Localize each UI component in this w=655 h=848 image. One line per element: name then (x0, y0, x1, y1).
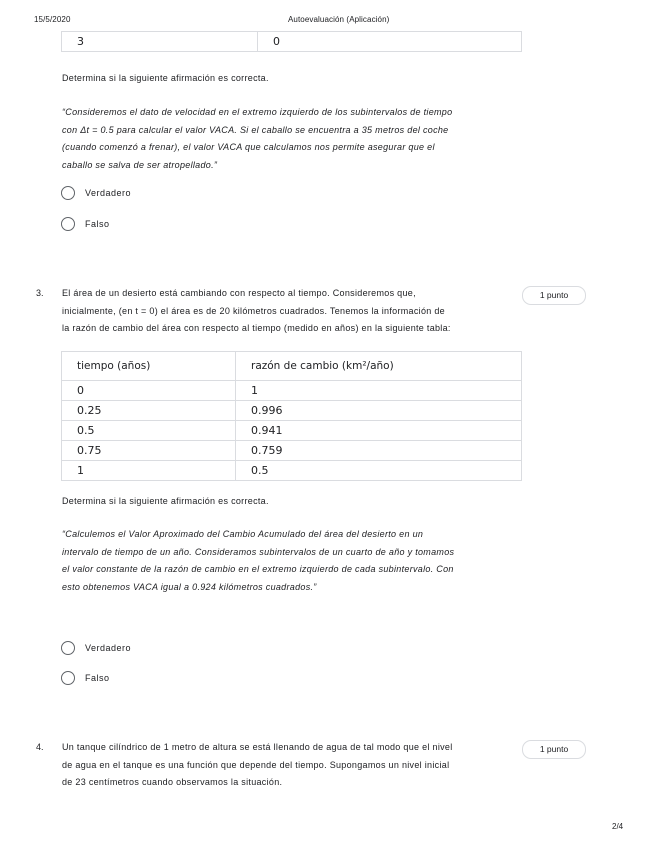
statement-line: “Consideremos el dato de velocidad en el extremo izquierdo de los subintervalos de tiempo (62, 107, 453, 117)
question-line: la razón de cambio del área con respecto al tiempo (medido en años) en la siguiente tabla: (62, 323, 451, 333)
table-cell: 0.996 (236, 401, 522, 421)
q3-statement (62, 526, 532, 596)
q3-instruction: Determina si la siguiente afirmación es correcta. (62, 496, 269, 506)
table-cell: 1 (236, 381, 522, 401)
table-row (62, 461, 522, 481)
question-line: inicialmente, (en t = 0) el área es de 20 kilómetros cuadrados. Tenemos la información de (62, 305, 445, 316)
q2-instruction: Determina si la siguiente afirmación es correcta. (62, 73, 269, 83)
statement-line: intervalo de tiempo de un año. Consideramos subintervalos de un cuarto de año y tomamos (62, 546, 455, 557)
q3-radio-verdadero[interactable] (61, 641, 75, 655)
table-cell: 0.5 (236, 461, 522, 481)
table-row (62, 32, 522, 52)
q2-option-verdadero-label[interactable]: Verdadero (85, 188, 132, 198)
q4-number: 4. (36, 742, 44, 752)
q2-radio-verdadero[interactable] (61, 186, 75, 200)
print-date: 15/5/2020 (34, 15, 71, 24)
q2-radio-falso[interactable] (61, 217, 75, 231)
statement-line: (cuando comenzó a frenar), el valor VACA que calculamos nos permite asegurar que el (62, 142, 435, 152)
table-cell: 0.5 (62, 421, 236, 441)
statement-line: esto obtenemos VACA igual a 0.924 kilómetros cuadrados.” (62, 581, 317, 592)
table-cell: 0.25 (62, 401, 236, 421)
q3-text (62, 285, 522, 338)
table-header-cell: razón de cambio (km²/año) (236, 352, 522, 381)
question-line: Un tanque cilíndrico de 1 metro de altura se está llenando de agua de tal modo que el nivel (62, 742, 453, 752)
table-cell: 0 (258, 32, 522, 52)
table-cell: 0 (62, 381, 236, 401)
q3-number: 3. (36, 288, 44, 298)
statement-line: caballo se salva de ser atropellado.” (62, 159, 218, 170)
q3-radio-falso[interactable] (61, 671, 75, 685)
table-cell: 0.75 (62, 441, 236, 461)
q4-text (62, 739, 522, 792)
q2-statement (62, 104, 532, 174)
q3-option-verdadero-label[interactable]: Verdadero (85, 643, 132, 653)
q3-rate-table (61, 351, 522, 481)
table-row (62, 381, 522, 401)
page-number: 2/4 (612, 822, 624, 831)
table-row (62, 401, 522, 421)
table-cell: 3 (62, 32, 258, 52)
question-line: El área de un desierto está cambiando con respecto al tiempo. Consideremos que, (62, 288, 416, 298)
q3-points-badge: 1 punto (522, 286, 586, 305)
q2-table-tail (61, 31, 522, 52)
document-title: Autoevaluación (Aplicación) (288, 15, 390, 24)
table-row (62, 441, 522, 461)
q4-points-badge: 1 punto (522, 740, 586, 759)
statement-line: el valor constante de la razón de cambio en el extremo izquierdo de cada subintervalo. Con (62, 564, 454, 574)
table-cell: 0.759 (236, 441, 522, 461)
q3-option-falso-label[interactable]: Falso (85, 673, 110, 683)
question-line: de agua en el tanque es una función que depende del tiempo. Supongamos un nivel inicial (62, 759, 450, 770)
statement-line: “Calculemos el Valor Aproximado del Cambio Acumulado del área del desierto en un (62, 529, 424, 539)
table-cell: 0.941 (236, 421, 522, 441)
question-line: de 23 centímetros cuando observamos la situación. (62, 777, 283, 787)
table-row (62, 421, 522, 441)
q2-option-falso-label[interactable]: Falso (85, 219, 110, 229)
table-cell: 1 (62, 461, 236, 481)
table-header-cell: tiempo (años) (62, 352, 236, 381)
statement-line: con Δt = 0.5 para calcular el valor VACA. Si el caballo se encuentra a 35 metros del coche (62, 124, 449, 135)
table-header-row (62, 352, 522, 381)
